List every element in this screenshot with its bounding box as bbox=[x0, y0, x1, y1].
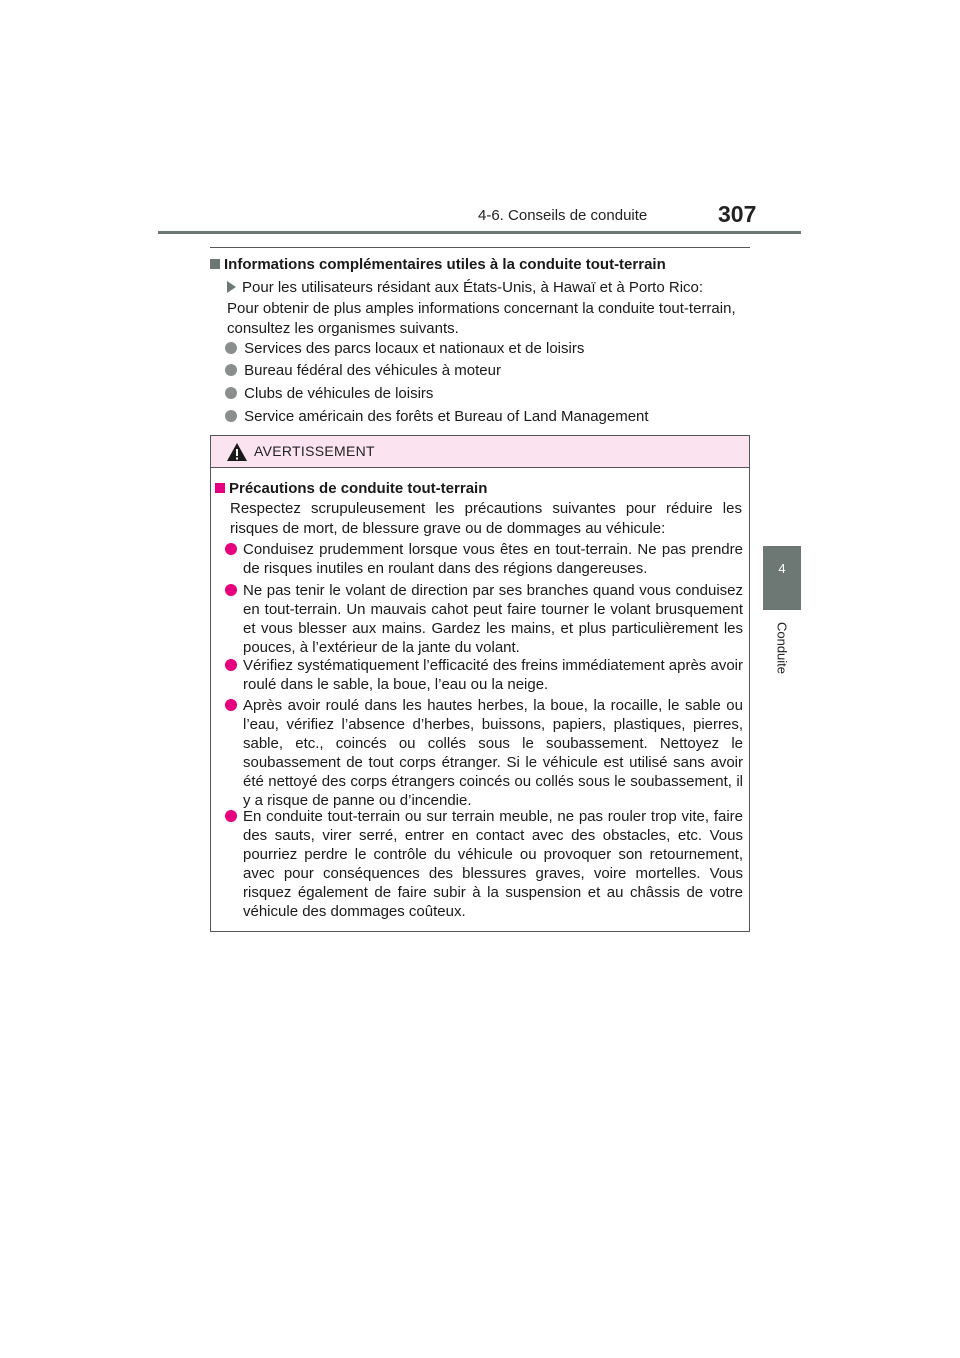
chapter-number: 4 bbox=[778, 561, 786, 576]
list-item-text: Services des parcs locaux et nationaux et de loisirs bbox=[244, 340, 585, 357]
triangle-bullet-icon bbox=[227, 281, 236, 293]
list-item bbox=[225, 362, 501, 379]
info-section-title bbox=[210, 256, 666, 273]
square-bullet-icon bbox=[215, 483, 225, 493]
info-intro: Pour obtenir de plus amples informations concernant la conduite tout-terrain, consultez les organismes suivants. bbox=[227, 300, 736, 337]
list-item bbox=[225, 408, 649, 425]
warning-header bbox=[211, 436, 749, 468]
info-sub-item-text: Pour les utilisateurs résidant aux États-Unis, à Hawaï et à Porto Rico: bbox=[242, 279, 704, 296]
warning-item bbox=[225, 696, 743, 810]
warning-item-text: Conduisez prudemment lorsque vous êtes en tout-terrain. Ne pas prendre de risques inutiles en roulant dans des régions dangereuses. bbox=[243, 541, 743, 577]
list-item bbox=[225, 340, 584, 357]
warning-triangle-icon bbox=[226, 442, 248, 462]
header-rule bbox=[158, 231, 801, 234]
warning-item-text: Vérifiez systématiquement l’efficacité des freins immédiatement après avoir roulé dans le sable, la boue, l’eau ou la neige. bbox=[243, 657, 743, 693]
info-sub-item bbox=[227, 279, 703, 296]
warning-item-text: En conduite tout-terrain ou sur terrain meuble, ne pas rouler trop vite, faire des sauts, virer serré, entrer en contact avec des obstacles, etc. Vous pourriez perdre le contrôle du véhicule ou provoquer son retournement, avec pour conséquences des blessures graves, voire mortelles. Vous risquez également de faire subir à la suspension et au châssis de votre véhicule des dommages coûteux. bbox=[243, 808, 743, 920]
bullet-dot-icon bbox=[225, 659, 237, 671]
warning-item-text: Après avoir roulé dans les hautes herbes, la boue, la rocaille, le sable ou l’eau, vérifiez l’absence d’herbes, buissons, papiers, plastiques, pierres, sable, etc., coincés ou collés sous le soubassement. Nettoyez le soubassement de tout corps étranger. Si le véhicule est utilisé sans avoir été nettoyé des corps étrangers coincés ou collés sous le soubassement, il y a risque de panne ou d’incendie. bbox=[243, 697, 743, 809]
warning-label: AVERTISSEMENT bbox=[254, 443, 375, 459]
warning-intro: Respectez scrupuleusement les précautions suivantes pour réduire les risques de mort, de blessure grave ou de dommages au véhicule: bbox=[230, 500, 742, 537]
list-item-text: Bureau fédéral des véhicules à moteur bbox=[244, 362, 501, 379]
warning-item bbox=[225, 581, 743, 657]
warning-item bbox=[225, 807, 743, 921]
warning-item bbox=[225, 540, 743, 578]
bullet-dot-icon bbox=[225, 543, 237, 555]
bullet-dot-icon bbox=[225, 410, 237, 422]
warning-item-text: Ne pas tenir le volant de direction par ses branches quand vous conduisez en tout-terrain. Un mauvais cahot peut faire tourner le volant brusquement et vous blesser aux mains. Gardez les mains, et plus particulièrement les pouces, à l’extérieur de la jante du volant. bbox=[243, 582, 743, 656]
warning-title bbox=[215, 480, 487, 497]
warning-item bbox=[225, 656, 743, 694]
warning-box bbox=[210, 435, 750, 932]
info-title-text: Informations complémentaires utiles à la conduite tout-terrain bbox=[224, 256, 666, 273]
list-item-text: Clubs de véhicules de loisirs bbox=[244, 385, 434, 402]
section-header: 4-6. Conseils de conduite bbox=[478, 207, 648, 224]
page-number: 307 bbox=[718, 201, 757, 227]
bullet-dot-icon bbox=[225, 699, 237, 711]
bullet-dot-icon bbox=[225, 364, 237, 376]
list-item bbox=[225, 385, 433, 402]
bullet-dot-icon bbox=[225, 342, 237, 354]
square-bullet-icon bbox=[210, 259, 220, 269]
list-item-text: Service américain des forêts et Bureau of Land Management bbox=[244, 408, 649, 425]
bullet-dot-icon bbox=[225, 810, 237, 822]
warning-title-text: Précautions de conduite tout-terrain bbox=[229, 480, 488, 497]
chapter-tab bbox=[763, 546, 801, 610]
bullet-dot-icon bbox=[225, 584, 237, 596]
section-rule bbox=[210, 247, 750, 248]
bullet-dot-icon bbox=[225, 387, 237, 399]
chapter-label: Conduite bbox=[774, 621, 790, 675]
